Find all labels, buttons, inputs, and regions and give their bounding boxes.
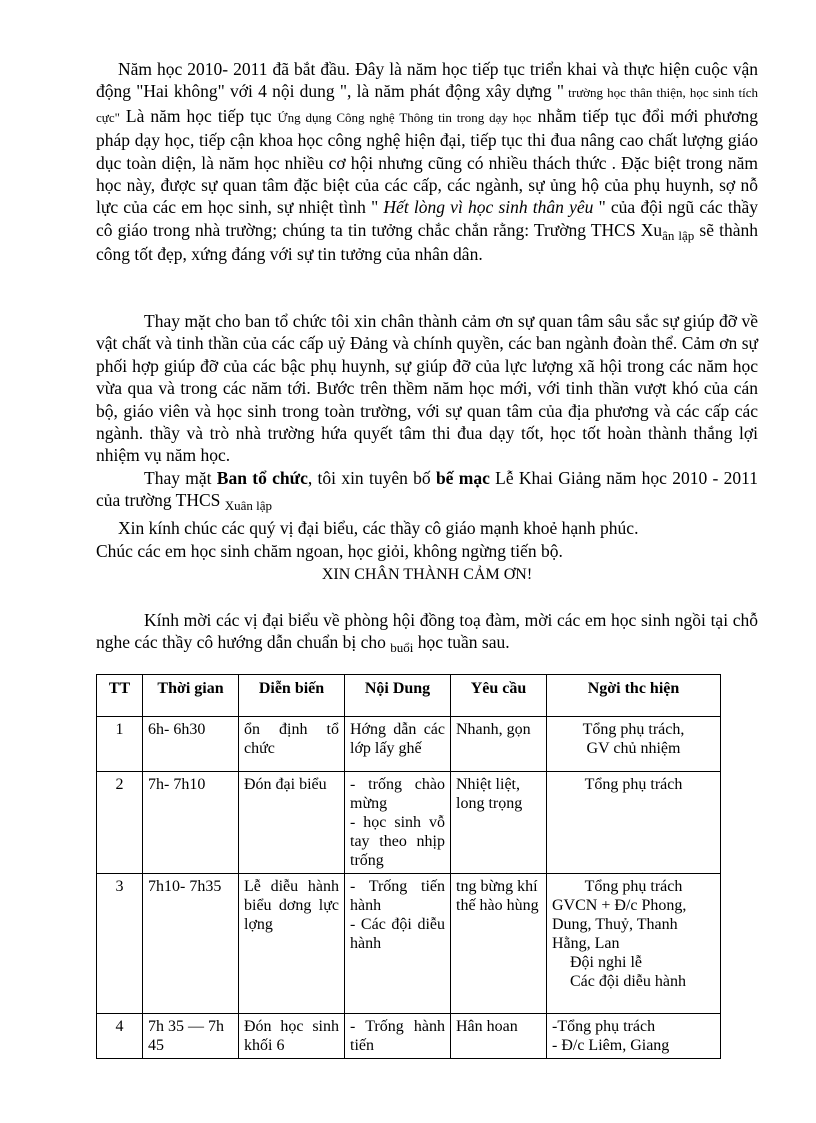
header-responsible: Ngời thc hiện: [547, 675, 721, 717]
cell-requirement: tng bừng khí thế hào hùng: [451, 874, 547, 1014]
responsible-item: -Tổng phụ trách: [552, 1018, 656, 1035]
cell-event: ổn định tổ chức: [239, 717, 345, 772]
header-tt: TT: [97, 675, 143, 717]
text-span: Năm học 2010- 2011 đã bắt đầu. Đây là năm học tiếp tục triển khai và thực hiện cuộc vận động "Hai không" với 4 nội dung ", là năm phát động xây dựng ": [96, 59, 758, 102]
content-item: - trống chào mừng: [350, 776, 445, 812]
cell-time: 7h- 7h10: [143, 772, 239, 874]
cell-tt: 1: [97, 717, 143, 772]
schedule-table: [96, 674, 721, 1059]
text-span: trường học thân thiện, học sinh tích cực": [96, 85, 758, 125]
responsible-item: Tổng phụ trách: [584, 878, 683, 895]
cell-event: Đón đại biểu: [239, 772, 345, 874]
responsible-item: GV chủ nhiệm: [586, 740, 681, 757]
text-span: sẽ thành công tốt đẹp, xứng đáng với sự tin tưởng của nhân dân.: [96, 219, 758, 265]
cell-responsible: [547, 772, 721, 874]
text-span: Xuân lập: [224, 498, 273, 514]
text-span: Kính mời các vị đại biểu về phòng hội đồng toạ đàm, mời các em học sinh ngồi tại chỗ nghe các thầy cô hướng dẫn chuẩn bị cho: [96, 610, 758, 653]
cell-tt: 4: [97, 1014, 143, 1059]
thanks-paragraph: Thay mặt cho ban tổ chức tôi xin chân thành cảm ơn sự quan tâm sâu sắc sự giúp đỡ về vật chất và tinh thần của các cấp uỷ Đảng và chính quyền, các ban ngành đoàn thể. Cảm ơn sự phối hợp giúp đỡ của các bậc phụ huynh, sự giúp đỡ của lực lượng xã hội trong các năm học vừa qua và trong các năm tới. Bước trên thềm năm học mới, với tinh thần vượt khó của cán bộ, giáo viên và học sinh trong toàn trường, với sự quan tâm của địa phương và các cấp các ngành. thầy và trò nhà trường hứa quyết tâm thi đua dạy tốt, học tốt hoàn thành thắng lợi nhiệm vụ năm học.: [96, 311, 758, 466]
content-item: - Trống tiến hành: [350, 878, 445, 914]
text-span: " của đội ngũ các thầy cô giáo trong nhà trường; chúng ta tin tưởng chắc chắn rằng: Trường THCS Xu: [96, 197, 758, 240]
table-row: [97, 874, 721, 1014]
table-row: [97, 1014, 721, 1059]
header-time: Thời gian: [143, 675, 239, 717]
text-span: Ứng dụng Công nghệ Thông tin trong dạy học: [277, 109, 532, 125]
content-item: - Trống hành tiến: [350, 1018, 445, 1054]
text-span: Lễ Khai Giảng năm học 2010 - 2011 của trường THCS: [96, 468, 758, 511]
responsible-item: Tổng phụ trách: [584, 776, 683, 793]
content-item: Hớng dẫn các lớp lấy ghế: [350, 721, 445, 757]
cell-event: Đón học sinh khối 6: [239, 1014, 345, 1059]
responsible-item: - Đ/c Liêm, Giang: [552, 1037, 670, 1054]
cell-responsible: [547, 717, 721, 772]
responsible-item: Các đội diễu hành: [570, 973, 686, 990]
header-requirement: Yêu cầu: [451, 675, 547, 717]
cell-tt: 2: [97, 772, 143, 874]
opening-paragraph: [96, 58, 758, 266]
text-span: buổi: [390, 640, 414, 656]
cell-content: [345, 717, 451, 772]
text-span-bold: bế mạc: [435, 468, 490, 488]
text-span: , tôi xin tuyên bố: [307, 468, 436, 488]
text-span: Là năm học tiếp tục: [119, 105, 278, 126]
invitation-paragraph: [96, 609, 758, 656]
wishes-line: Xin kính chúc các quý vị đại biểu, các thầy cô giáo mạnh khoẻ hạnh phúc.: [118, 518, 639, 538]
cell-responsible: [547, 874, 721, 1014]
text-span-bold: Ban tổ chức: [216, 468, 308, 488]
responsible-item: Đội nghi lễ: [570, 954, 642, 971]
text-span: Thay mặt: [144, 468, 217, 488]
responsible-item: GVCN + Đ/c Phong, Dung, Thuỷ, Thanh Hằng, Lan: [552, 897, 687, 952]
cell-responsible: [547, 1014, 721, 1059]
cell-content: [345, 1014, 451, 1059]
cell-time: 6h- 6h30: [143, 717, 239, 772]
thanks-heading: XIN CHÂN THÀNH CẢM ƠN!: [321, 566, 533, 583]
cell-tt: 3: [97, 874, 143, 1014]
cell-requirement: Hân hoan: [451, 1014, 547, 1059]
responsible-item: Tổng phụ trách,: [582, 721, 685, 738]
content-item: - Các đội diễu hành: [350, 916, 445, 952]
header-event: Diễn biến: [239, 675, 345, 717]
cell-time: 7h10- 7h35: [143, 874, 239, 1014]
cell-requirement: Nhiệt liệt, long trọng: [451, 772, 547, 874]
table-row: [97, 717, 721, 772]
cell-content: [345, 874, 451, 1014]
table-header-row: [97, 675, 721, 717]
cell-event: Lễ diễu hành biểu dơng lực lợng: [239, 874, 345, 1014]
closing-declaration: [96, 467, 758, 514]
text-span: nhằm tiếp tục đổi mới phương pháp dạy học, tiếp cận khoa học công nghệ hiện đại, tiếp tục thi đua nâng cao chất lượng giáo dục toàn diện, là năm học nhiều cơ hội nhưng cũng có nhiều thách thức . Đặc biệt trong năm học này, được sự quan tâm đặc biệt của các cấp, các ngành, sự ủng hộ của phụ huynh, sợ nỗ lực của các em học sinh, sự nhiệt tình ": [96, 105, 758, 218]
table-row: [97, 772, 721, 874]
students-wishes-line: Chúc các em học sinh chăm ngoan, học giỏi, không ngừng tiến bộ.: [96, 541, 563, 561]
cell-requirement: Nhanh, gọn: [451, 717, 547, 772]
content-item: - học sinh vỗ tay theo nhịp trống: [350, 814, 445, 869]
text-span: học tuần sau.: [413, 632, 510, 653]
cell-content: [345, 772, 451, 874]
cell-time: 7h 35 — 7h 45: [143, 1014, 239, 1059]
text-span-italic: Hết lòng vì học sinh thân yêu: [383, 197, 594, 218]
header-content: Nội Dung: [345, 675, 451, 717]
text-span: ân lập: [662, 227, 695, 243]
